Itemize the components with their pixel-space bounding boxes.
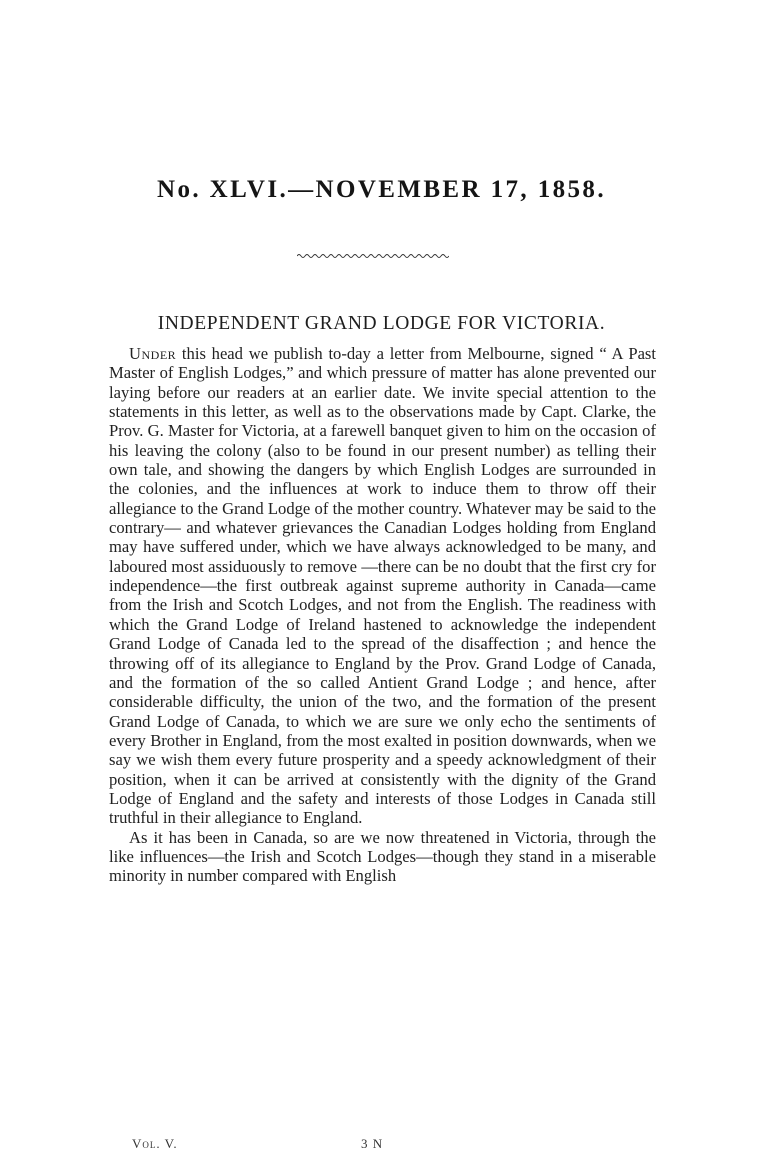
volume-marker: Vol. V.: [132, 1136, 178, 1151]
opening-word: Under: [129, 344, 177, 363]
paragraph-text: this head we publish to-day a letter from Melbourne, signed “ A Past Master of English Lodges,” and which pressure of matter has alone prevented our laying before our readers at an earlier date. We invite special attention to the statements in this letter, as well as to the observations made by Capt. Clarke, the Prov. G. Master for Victoria, at a farewell banquet given to him on the occasion of his leaving the colony (also to be found in our present number) as telling their own tale, and showing the dangers by which English Lodges are surrounded in the colonies, and the influences at work to induce them to throw off their allegiance to the Grand Lodge of the mother country. Whatever may be said to the contrary— and whatever grievances the Canadian Lodges holding from England may have suffered under, which we have always acknowledged to be many, and laboured most assiduously to remove —there can be no doubt that the first cry for independence—the first outbreak against supreme authority in Canada—came from the Irish and Scotch Lodges, and not from the English. The readiness with which the Grand Lodge of Ireland hastened to acknowledge the independent Grand Lodge of Canada led to the spread of the disaffection ; and hence the throwing off of its allegiance to England by the Prov. Grand Lodge of Canada, and the formation of the so called Antient Grand Lodge ; and hence, after considerable difficulty, the union of the two, and the formation of the present Grand Lodge of Canada, to which we are sure we only echo the sentiments of every Brother in England, from the most exalted in position downwards, when we say we wish them every future prosperity and a speedy acknowledgment of their position, when it can be arrived at consistently with the dignity of the Grand Lodge of England and the safety and interests of those Lodges in Canada still truthful in their allegiance to England.: [109, 344, 657, 828]
signature-mark: 3 N: [361, 1136, 384, 1151]
article-paragraph: [109, 344, 656, 828]
wavy-rule-ornament: [297, 253, 449, 259]
article-paragraph: As it has been in Canada, so are we now threatened in Victoria, through the like influences—the Irish and Scotch Lodges—though they stand in a miserable minority in number compared with English: [109, 827, 656, 886]
issue-header: No. XLVI.—NOVEMBER 17, 1858.: [157, 176, 606, 203]
article-title: INDEPENDENT GRAND LODGE FOR VICTORIA.: [157, 313, 606, 334]
article-body: [109, 344, 656, 886]
